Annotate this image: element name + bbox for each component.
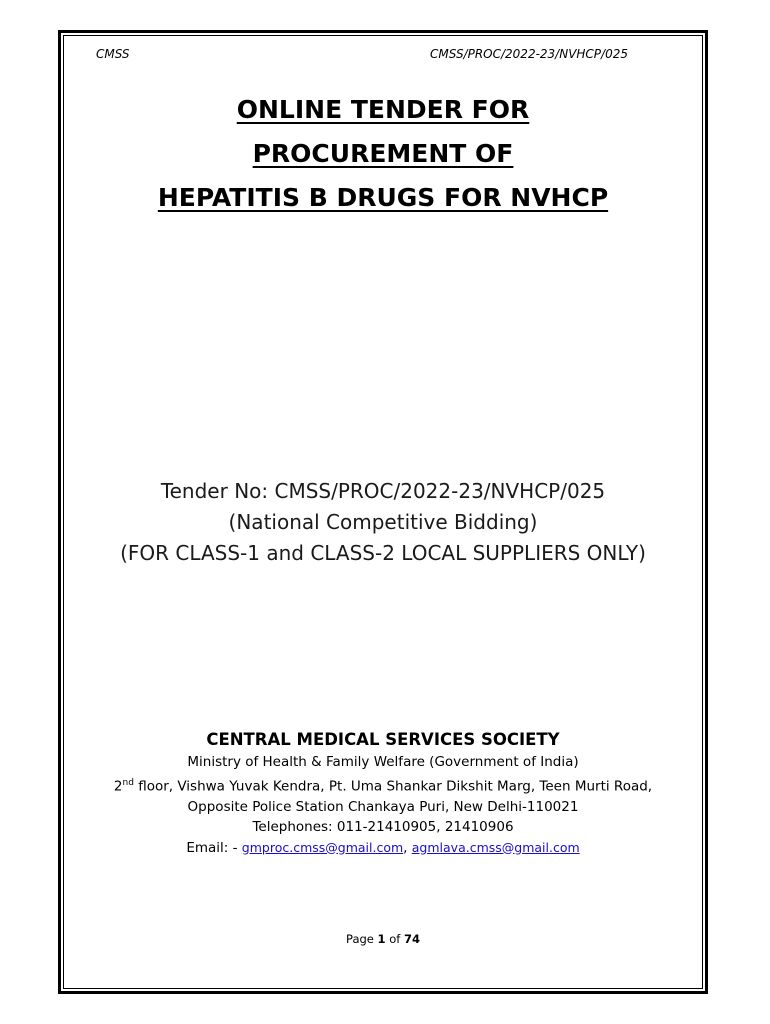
of-label: of — [385, 932, 404, 946]
title-line-2: PROCUREMENT OF — [252, 139, 514, 168]
page-label: Page — [346, 932, 378, 946]
telephones-line: Telephones: 011-21410905, 21410906 — [252, 819, 514, 835]
header-left-text: CMSS — [96, 47, 130, 61]
email-line — [63, 838, 703, 859]
document-title — [63, 88, 703, 220]
floor-suffix: nd — [122, 777, 134, 788]
email-separator: , — [403, 839, 412, 856]
organization-info — [63, 728, 703, 858]
floor-number: 2 — [113, 778, 123, 794]
total-pages: 74 — [403, 932, 420, 946]
organization-name: CENTRAL MEDICAL SERVICES SOCIETY — [206, 730, 560, 749]
ministry-line: Ministry of Health & Family Welfare (Government of India) — [187, 754, 579, 770]
tender-number: Tender No: CMSS/PROC/2022-23/NVHCP/025 — [160, 479, 606, 503]
page-number: 1 — [377, 932, 386, 946]
tender-info — [63, 476, 703, 569]
email-link-agmlava[interactable]: agmlava.cmss@gmail.com — [411, 839, 580, 855]
title-line-1: ONLINE TENDER FOR — [236, 95, 530, 124]
address-line-2: Opposite Police Station Chankaya Puri, New Delhi-110021 — [187, 798, 579, 815]
email-link-gmproc[interactable]: gmproc.cmss@gmail.com — [241, 839, 404, 855]
supplier-class: (FOR CLASS-1 and CLASS-2 LOCAL SUPPLIERS ONLY) — [120, 541, 646, 565]
page-footer — [63, 932, 703, 946]
address-line-1 — [63, 773, 703, 797]
address-line-1-rest: floor, Vishwa Yuvak Kendra, Pt. Uma Shankar Dikshit Marg, Teen Murti Road, — [133, 778, 653, 794]
bidding-type: (National Competitive Bidding) — [228, 510, 538, 534]
email-label: Email: - — [186, 839, 242, 856]
header-right-text: CMSS/PROC/2022-23/NVHCP/025 — [430, 47, 628, 61]
title-line-3: HEPATITIS B DRUGS FOR NVHCP — [157, 183, 609, 212]
